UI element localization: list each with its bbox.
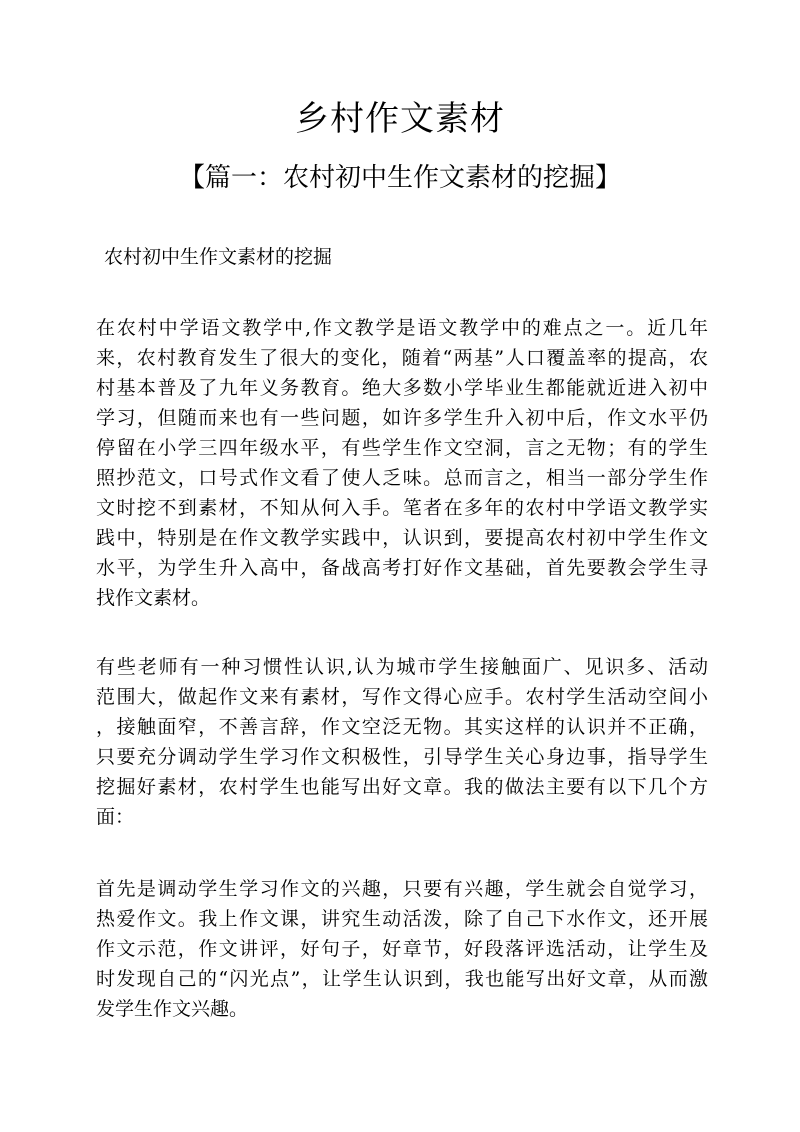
paragraph-2 [96, 652, 708, 832]
paragraph-line: 首先是调动学生学习作文的兴趣，只要有兴趣，学生就会自觉学习， [96, 878, 708, 900]
document-subtitle: 【篇一：农村初中生作文素材的挖掘】 [178, 163, 621, 193]
paragraph-line: 文时挖不到素材，不知从何入手。笔者在多年的农村中学语文教学实 [96, 497, 708, 519]
paragraph-line: 发学生作文兴趣。 [96, 998, 249, 1020]
paragraph-line: 找作文素材。 [96, 587, 211, 609]
paragraph-line: 有些老师有一种习惯性认识,认为城市学生接触面广、见识多、活动 [96, 656, 708, 678]
document-title: 乡村作文素材 [295, 99, 505, 139]
paragraph-line: 践中，特别是在作文教学实践中，认识到，要提高农村初中学生作文 [96, 527, 708, 549]
paragraph-line: 范围大，做起作文来有素材，写作文得心应手。农村学生活动空间小 [96, 686, 708, 708]
paragraph-line: 照抄范文，口号式作文看了使人乏味。总而言之，相当一部分学生作 [96, 467, 708, 489]
paragraph-line: 停留在小学三四年级水平，有些学生作文空洞，言之无物；有的学生 [96, 437, 708, 459]
paragraph-1 [96, 313, 708, 613]
paragraph-line: ，接触面窄，不善言辞，作文空泛无物。其实这样的认识并不正确， [96, 716, 708, 738]
paragraph-line: 挖掘好素材，农村学生也能写出好文章。我的做法主要有以下几个方 [96, 776, 708, 798]
paragraph-line: 作文示范，作文讲评，好句子，好章节，好段落评选活动，让学生及 [96, 938, 708, 960]
paragraph-line: 时发现自己的“闪光点”，让学生认识到，我也能写出好文章，从而激 [96, 968, 708, 990]
paragraph-line: 在农村中学语文教学中,作文教学是语文教学中的难点之一。近几年 [96, 317, 708, 339]
paragraph-line: 面： [96, 806, 135, 828]
section-heading: 农村初中生作文素材的挖掘 [104, 246, 333, 268]
paragraph-3 [96, 874, 708, 1024]
paragraph-line: 水平，为学生升入高中，备战高考打好作文基础，首先要教会学生寻 [96, 557, 708, 579]
paragraph-line: 学习，但随而来也有一些问题，如许多学生升入初中后，作文水平仍 [96, 407, 708, 429]
paragraph-line: 热爱作文。我上作文课，讲究生动活泼，除了自己下水作文，还开展 [96, 908, 708, 930]
paragraph-line: 只要充分调动学生学习作文积极性，引导学生关心身边事，指导学生 [96, 746, 708, 768]
paragraph-line: 村基本普及了九年义务教育。绝大多数小学毕业生都能就近进入初中 [96, 377, 708, 399]
paragraph-line: 来，农村教育发生了很大的变化，随着“两基”人口覆盖率的提高，农 [96, 347, 708, 369]
